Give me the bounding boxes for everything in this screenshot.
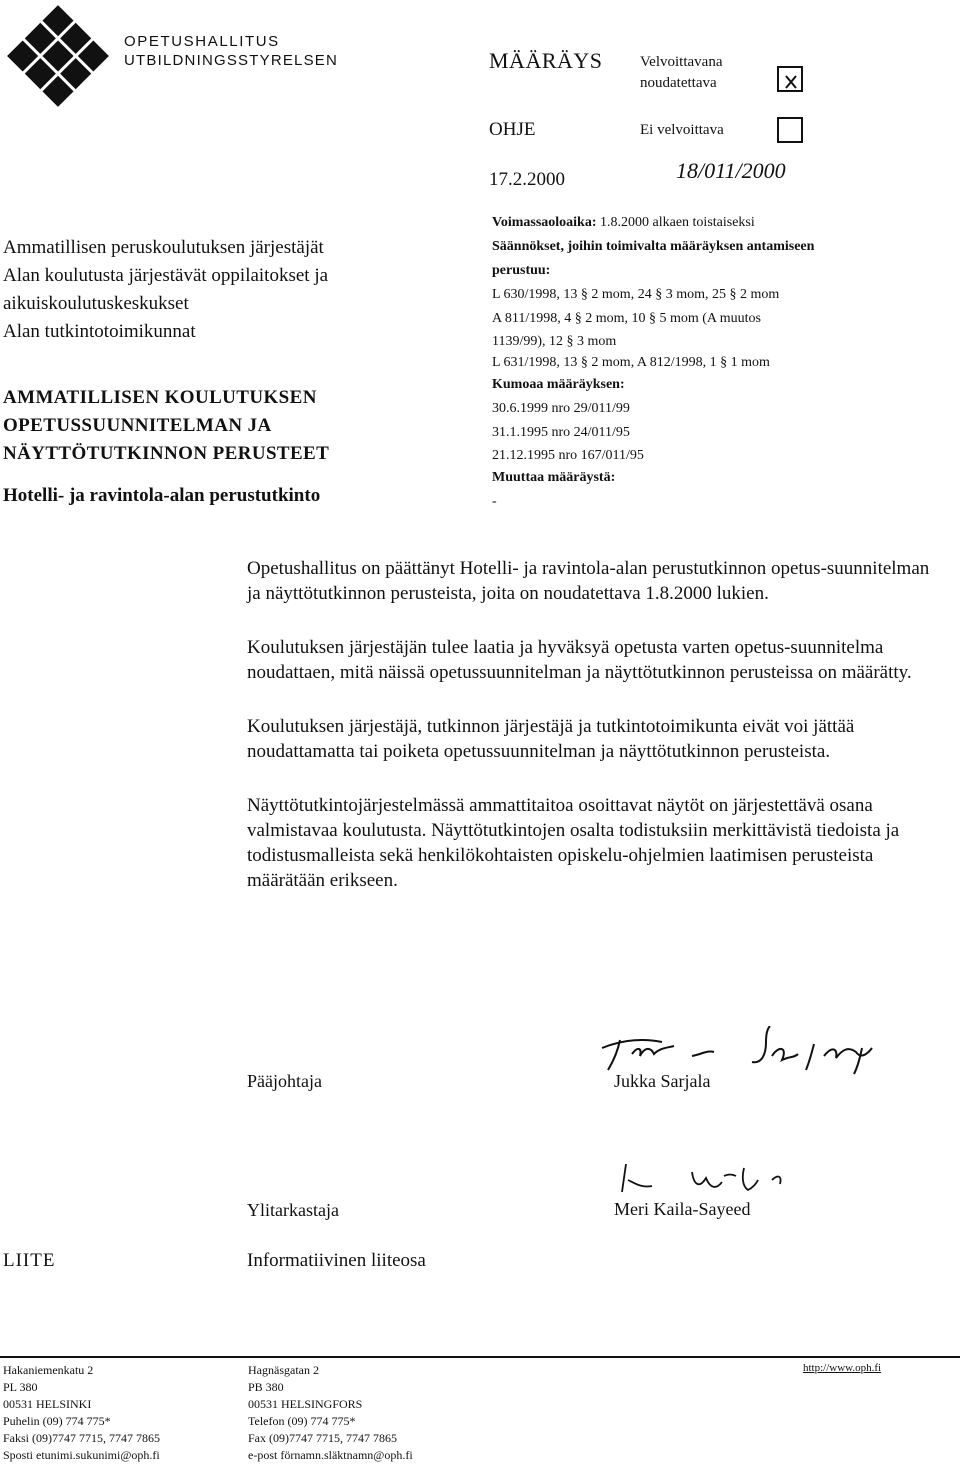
- footer-line: 00531 HELSINGFORS: [248, 1397, 363, 1411]
- subject-heading-line: OPETUSSUUNNITELMAN JA: [3, 415, 272, 436]
- footer-address-finnish: [3, 1362, 160, 1464]
- footer-email[interactable]: Sposti etunimi.sukunimi@oph.fi: [3, 1448, 160, 1462]
- footer-line: Fax (09)7747 7715, 7747 7865: [248, 1431, 397, 1445]
- signature-meri-kaila-sayeed: [612, 1158, 852, 1198]
- repeals-label: Kumoaa määräyksen:: [492, 377, 625, 392]
- check-x-icon: [779, 68, 801, 90]
- footer-line: Faksi (09)7747 7715, 7747 7865: [3, 1431, 160, 1445]
- doc-type-label: MÄÄRÄYS: [489, 48, 603, 73]
- binding-label-line2: noudatettava: [640, 75, 717, 91]
- footer-line: Hagnäsgatan 2: [248, 1363, 319, 1377]
- recipient-line: aikuiskoulutuskeskukset: [3, 293, 189, 314]
- signatory-title: Pääjohtaja: [247, 1071, 322, 1091]
- document-date: 17.2.2000: [489, 169, 565, 190]
- recipient-line: Alan tutkintotoimikunnat: [3, 321, 196, 342]
- footer-line: Hakaniemenkatu 2: [3, 1363, 94, 1377]
- basis-line: A 811/1998, 4 § 2 mom, 10 § 5 mom (A muutos: [492, 311, 761, 326]
- basis-line: L 630/1998, 13 § 2 mom, 24 § 3 mom, 25 § 2 mom: [492, 287, 780, 302]
- decision-body: [247, 556, 947, 922]
- recipients-list: [3, 234, 473, 346]
- regulation-info: [492, 211, 952, 514]
- basis-label-line1: Säännökset, joihin toimivalta määräyksen antamiseen: [492, 239, 815, 254]
- binding-label-line1: Velvoittavana: [640, 54, 723, 70]
- basis-line: L 631/1998, 13 § 2 mom, A 812/1998, 1 § 1 mom: [492, 355, 770, 370]
- footer-line: Puhelin (09) 774 775*: [3, 1414, 111, 1428]
- footer-line: PL 380: [3, 1380, 38, 1394]
- footer-website-link[interactable]: http://www.oph.fi: [803, 1362, 882, 1374]
- subject-field: Hotelli- ja ravintola-alan perustutkinto: [3, 485, 321, 506]
- footer-email[interactable]: e-post förnamn.släktnamn@oph.fi: [248, 1448, 413, 1462]
- guide-type-label: OHJE: [489, 119, 536, 140]
- footer-line: PB 380: [248, 1380, 284, 1394]
- attachment-label: LIITE: [3, 1250, 56, 1271]
- footer-address-swedish: [248, 1362, 413, 1464]
- body-paragraph: Koulutuksen järjestäjän tulee laatia ja hyväksyä opetusta varten opetus-suunnitelma noudattaen, mitä näissä opetussuunnitelman ja näyttötutkinnon perusteissa on määrätty.: [247, 637, 912, 683]
- record-number: 18/011/2000: [676, 158, 786, 183]
- nonbinding-checkbox: [777, 117, 803, 143]
- body-paragraph: Koulutuksen järjestäjä, tutkinnon järjestäjä ja tutkintotoimikunta eivät voi jättää noudattamatta tai poiketa opetussuunnitelman ja näyttötutkinnon perusteista.: [247, 716, 855, 762]
- validity-label: Voimassaoloaika:: [492, 215, 597, 230]
- signatory-name: Meri Kaila-Sayeed: [614, 1199, 751, 1219]
- subject-heading-line: NÄYTTÖTUTKINNON PERUSTEET: [3, 443, 330, 464]
- repeals-line: 31.1.1995 nro 24/011/95: [492, 425, 630, 440]
- body-paragraph: Näyttötutkintojärjestelmässä ammattitaitoa osoittavat näytöt on järjestettävä osana valmistavaa koulutusta. Näyttötutkintojen osalta todistuksiin merkittävistä tiedoista ja todistusmalleista sekä henkilökohtaisten opiskelu-ohjelmien laatimisen perusteista määrätään erikseen.: [247, 795, 900, 891]
- opetushallitus-logo: [2, 0, 114, 112]
- org-name-finnish: OPETUSHALLITUS: [124, 33, 280, 50]
- basis-label-line2: perustuu:: [492, 263, 551, 278]
- org-name-swedish: UTBILDNINGSSTYRELSEN: [124, 52, 339, 69]
- signatory-title: Ylitarkastaja: [247, 1200, 339, 1220]
- attachment-value: Informatiivinen liiteosa: [247, 1250, 426, 1271]
- footer-line: Telefon (09) 774 775*: [248, 1414, 356, 1428]
- subject-heading-line: AMMATILLISEN KOULUTUKSEN: [3, 387, 317, 408]
- body-paragraph: Opetushallitus on päättänyt Hotelli- ja ravintola-alan perustutkinnon opetus-suunnitelman ja näyttötutkinnon perusteista, joita on noudatettava 1.8.2000 lukien.: [247, 558, 930, 604]
- repeals-line: 30.6.1999 nro 29/011/99: [492, 401, 630, 416]
- repeals-line: 21.12.1995 nro 167/011/95: [492, 448, 644, 463]
- binding-checkbox: [777, 66, 803, 92]
- validity-value: 1.8.2000 alkaen toistaiseksi: [600, 215, 755, 230]
- subject-heading: [3, 384, 329, 468]
- amends-value: -: [492, 494, 497, 509]
- recipient-line: Ammatillisen peruskoulutuksen järjestäjät: [3, 237, 324, 258]
- amends-label: Muuttaa määräystä:: [492, 470, 616, 485]
- footer-divider: [0, 1356, 960, 1358]
- signature-jukka-sarjala: [592, 1026, 892, 1076]
- footer-line: 00531 HELSINKI: [3, 1397, 92, 1411]
- basis-line: 1139/99), 12 § 3 mom: [492, 334, 617, 349]
- signatory-name: Jukka Sarjala: [614, 1071, 711, 1091]
- nonbinding-label: Ei velvoittava: [640, 122, 724, 138]
- recipient-line: Alan koulutusta järjestävät oppilaitokset ja: [3, 265, 329, 286]
